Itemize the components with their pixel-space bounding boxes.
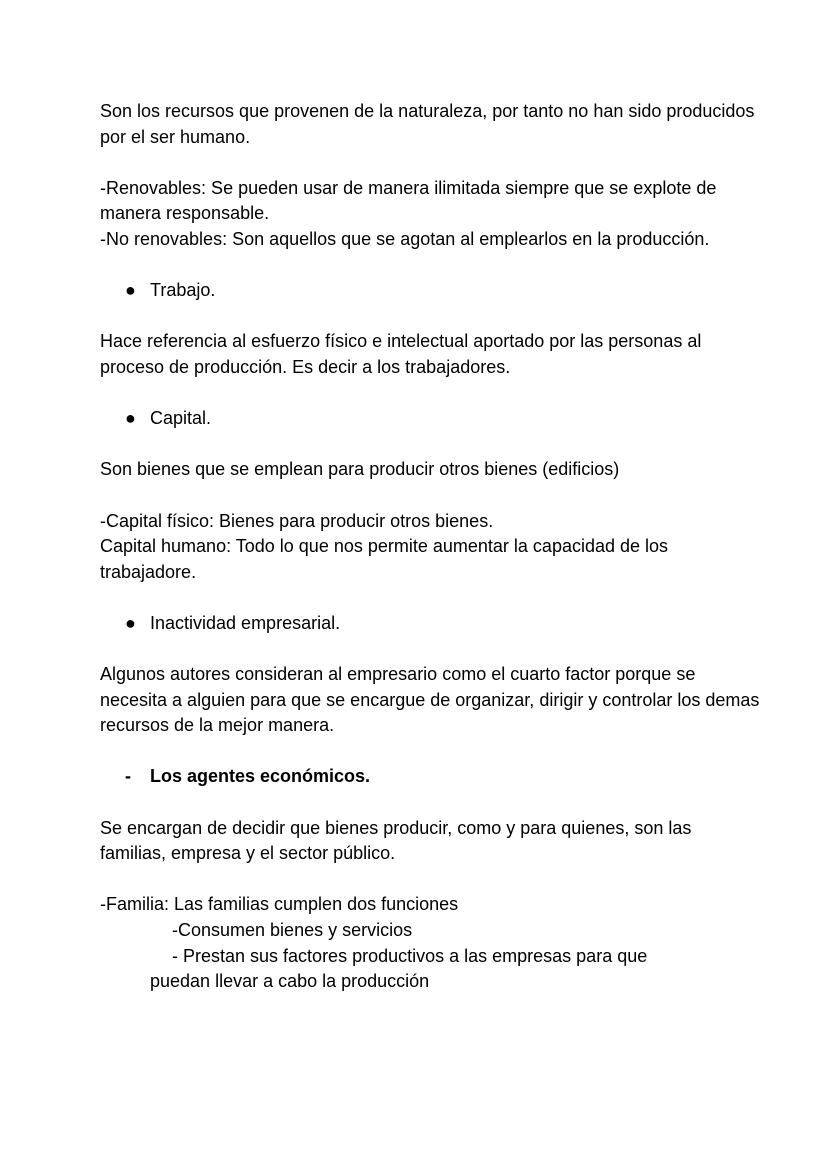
bullet-item-inactividad: [100, 611, 760, 637]
paragraph-familia: -Familia: Las familias cumplen dos funciones: [100, 894, 459, 915]
bullet-icon: ●: [125, 280, 136, 301]
familia-item-prestan: - Prestan sus factores productivos a las empresas para que: [172, 945, 648, 966]
document-page: [100, 99, 760, 995]
bullet-item-trabajo: [100, 278, 760, 304]
paragraph-agentes: Se encargan de decidir que bienes producir, como y para quienes, son las familias, empresa y el sector público.: [100, 817, 692, 864]
bullet-label-trabajo: Trabajo.: [150, 280, 216, 301]
paragraph-recursos-naturales: Son los recursos que provenen de la naturaleza, por tanto no han sido producidos por el ser humano.: [100, 101, 755, 147]
bullet-item-capital: [100, 406, 760, 432]
bullet-icon: ●: [125, 612, 136, 633]
familia-item-prestan-cont: puedan llevar a cabo la producción: [150, 971, 430, 992]
heading-agentes-label: Los agentes económicos.: [150, 766, 371, 787]
paragraph-capital: Son bienes que se emplean para producir otros bienes (edificios): [100, 459, 620, 480]
paragraph-inactividad: Algunos autores consideran al empresario como el cuarto factor porque se necesita a alguien para que se encargue de organizar, dirigir y controlar los demas recursos de la mejor manera.: [100, 664, 760, 736]
bullet-label-inactividad: Inactividad empresarial.: [150, 612, 341, 633]
paragraph-capital-humano: Capital humano: Todo lo que nos permite aumentar la capacidad de los trabajadore.: [100, 536, 669, 582]
paragraph-capital-fisico: -Capital físico: Bienes para producir otros bienes.: [100, 510, 494, 531]
dash-marker: -: [125, 766, 131, 787]
familia-item-consumen: -Consumen bienes y servicios: [172, 920, 413, 940]
heading-agentes-economicos: [100, 764, 760, 790]
paragraph-no-renovables: -No renovables: Son aquellos que se agotan al emplearlos en la producción.: [100, 228, 710, 249]
bullet-icon: ●: [125, 408, 136, 429]
paragraph-trabajo: Hace referencia al esfuerzo físico e intelectual aportado por las personas al proceso de producción. Es decir a los trabajadores.: [100, 331, 702, 377]
bullet-label-capital: Capital.: [150, 408, 212, 429]
paragraph-renovables: -Renovables: Se pueden usar de manera ilimitada siempre que se explote de manera responsable.: [100, 177, 717, 224]
